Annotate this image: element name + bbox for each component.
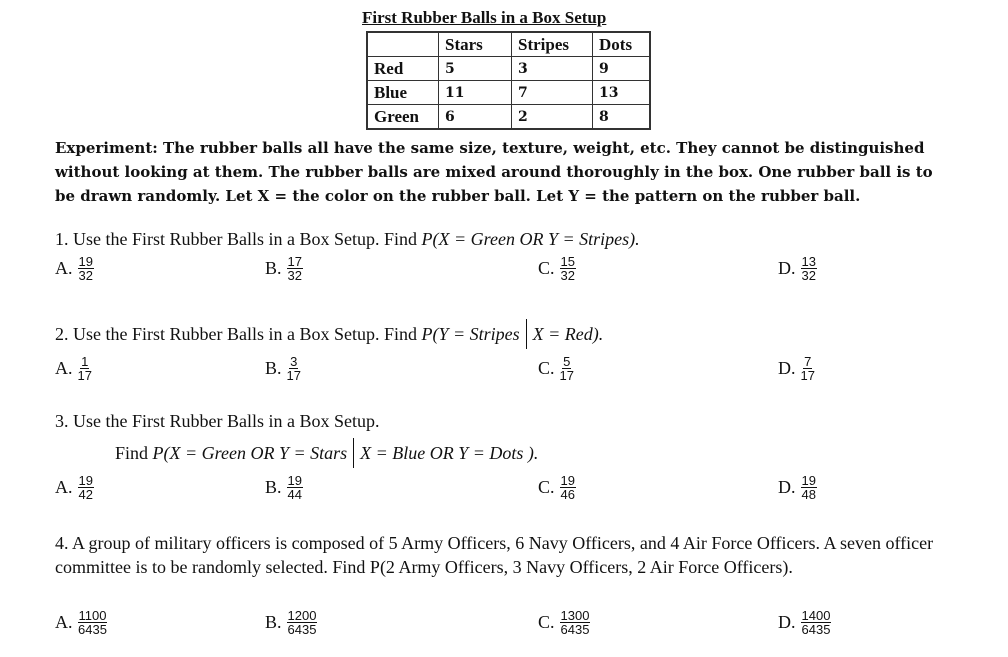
numerator: 19: [287, 473, 302, 488]
numerator: 1: [81, 354, 89, 369]
denominator: 48: [801, 487, 816, 502]
numerator: 5: [563, 354, 571, 369]
denominator: 6435: [78, 622, 107, 637]
choice-letter: D.: [778, 612, 796, 632]
table-row: [367, 81, 650, 105]
choice-letter: A.: [55, 612, 73, 632]
row-label: Green: [367, 105, 439, 130]
question-1: [55, 229, 640, 250]
question-math: X = Blue OR Y = Dots ).: [360, 442, 539, 463]
choice-letter: B.: [265, 258, 282, 278]
question-math: P(Y = Stripes: [421, 323, 520, 344]
fraction: [78, 355, 92, 382]
answer-choice-b[interactable]: [265, 609, 317, 636]
fraction: [560, 474, 576, 501]
cell: 2: [512, 105, 593, 130]
choice-letter: D.: [778, 258, 796, 278]
fraction: [287, 355, 301, 382]
fraction: [801, 609, 832, 636]
experiment-text: Experiment: The rubber balls all have the same size, texture, weight, etc. They cannot be distinguished without looking at them. The rubber balls are mixed around thoroughly in the box. One rubber ball is to be drawn randomly. Let X = the color on the rubber ball. Let Y = the pattern on the rubber ball.: [55, 139, 933, 205]
choice-letter: C.: [538, 612, 555, 632]
cell: 7: [512, 81, 593, 105]
table-title: First Rubber Balls in a Box Setup: [362, 8, 607, 27]
data-table: [366, 31, 651, 130]
answer-choice-d[interactable]: [778, 609, 831, 636]
answer-choice-b[interactable]: [265, 255, 303, 282]
cell: 9: [593, 57, 651, 81]
denominator: 32: [287, 268, 302, 283]
choice-letter: B.: [265, 477, 282, 497]
denominator: 6435: [560, 622, 590, 637]
answer-choice-c[interactable]: [538, 609, 590, 636]
question-text: Find: [115, 442, 149, 463]
cell: 5: [439, 57, 512, 81]
answer-choice-a[interactable]: [55, 355, 92, 382]
numerator: 19: [78, 254, 93, 269]
answer-choice-a[interactable]: [55, 609, 107, 636]
question-text: 1. Use the First Rubber Balls in a Box Setup. Find: [55, 229, 422, 249]
given-bar: [526, 319, 527, 349]
denominator: 42: [78, 487, 93, 502]
answer-choice-b[interactable]: [265, 355, 301, 382]
question-3: 3. Use the First Rubber Balls in a Box Setup.: [55, 411, 380, 431]
choice-letter: C.: [538, 258, 555, 278]
answer-choice-d[interactable]: [778, 474, 817, 501]
fraction: [287, 474, 303, 501]
choice-letter: A.: [55, 477, 73, 497]
denominator: 32: [560, 268, 575, 283]
denominator: 6435: [801, 622, 831, 637]
table-header: Stars: [439, 32, 512, 57]
fraction: [801, 355, 815, 382]
choice-letter: C.: [538, 477, 555, 497]
denominator: 44: [287, 487, 302, 502]
answer-choice-c[interactable]: [538, 474, 576, 501]
numerator: 13: [801, 254, 816, 269]
row-label: Red: [367, 57, 439, 81]
cell: 3: [512, 57, 593, 81]
cell: 11: [439, 81, 512, 105]
numerator: 3: [290, 354, 298, 369]
choice-letter: A.: [55, 258, 73, 278]
numerator: 15: [560, 254, 575, 269]
question-4: 4. A group of military officers is composed of 5 Army Officers, 6 Navy Officers, and 4 Air Force Officers. A seven officer committee is to be randomly selected. Find P(2 Army Officers, 3 Navy Officers, 2 Air Force Officers).: [55, 533, 934, 577]
numerator: 19: [78, 473, 93, 488]
question-2: [55, 319, 603, 349]
cell: 8: [593, 105, 651, 130]
question-text: 2. Use the First Rubber Balls in a Box Setup. Find: [55, 323, 417, 344]
denominator: 46: [560, 487, 575, 502]
numerator: 19: [560, 473, 575, 488]
denominator: 17: [77, 368, 92, 383]
choice-letter: D.: [778, 477, 796, 497]
fraction: [78, 474, 94, 501]
answer-choice-c[interactable]: [538, 355, 574, 382]
choice-letter: B.: [265, 612, 282, 632]
fraction: [78, 609, 108, 636]
answer-choice-c[interactable]: [538, 255, 576, 282]
table-header: Stripes: [512, 32, 593, 57]
denominator: 17: [800, 368, 815, 383]
answer-choice-b[interactable]: [265, 474, 303, 501]
numerator: 1100: [78, 608, 107, 623]
fraction: [801, 474, 817, 501]
answer-choice-a[interactable]: [55, 474, 94, 501]
given-bar: [353, 438, 354, 468]
numerator: 1300: [560, 608, 590, 623]
question-math: P(X = Green OR Y = Stars: [152, 442, 348, 463]
row-label: Blue: [367, 81, 439, 105]
numerator: 7: [804, 354, 812, 369]
fraction: [78, 255, 94, 282]
table-row: [367, 105, 650, 130]
cell: 6: [439, 105, 512, 130]
answer-choice-a[interactable]: [55, 255, 94, 282]
answer-choice-d[interactable]: [778, 255, 817, 282]
fraction: [287, 609, 318, 636]
choice-letter: D.: [778, 358, 796, 378]
fraction: [560, 255, 576, 282]
fraction: [287, 255, 303, 282]
denominator: 17: [559, 368, 574, 383]
numerator: 17: [287, 254, 302, 269]
table-header: [367, 32, 439, 57]
choice-letter: B.: [265, 358, 282, 378]
fraction: [560, 609, 591, 636]
denominator: 6435: [287, 622, 317, 637]
numerator: 19: [801, 473, 816, 488]
choice-letter: A.: [55, 358, 73, 378]
numerator: 1400: [801, 608, 831, 623]
denominator: 32: [78, 268, 93, 283]
fraction: [801, 255, 817, 282]
fraction: [560, 355, 574, 382]
table-header: Dots: [593, 32, 651, 57]
denominator: 32: [801, 268, 816, 283]
table-row: [367, 57, 650, 81]
question-math: P(X = Green OR Y = Stripes).: [421, 229, 640, 249]
question-3-find: [115, 438, 538, 468]
denominator: 17: [286, 368, 301, 383]
answer-choice-d[interactable]: [778, 355, 815, 382]
cell: 13: [593, 81, 651, 105]
numerator: 1200: [287, 608, 317, 623]
choice-letter: C.: [538, 358, 555, 378]
question-math: X = Red).: [532, 323, 604, 344]
